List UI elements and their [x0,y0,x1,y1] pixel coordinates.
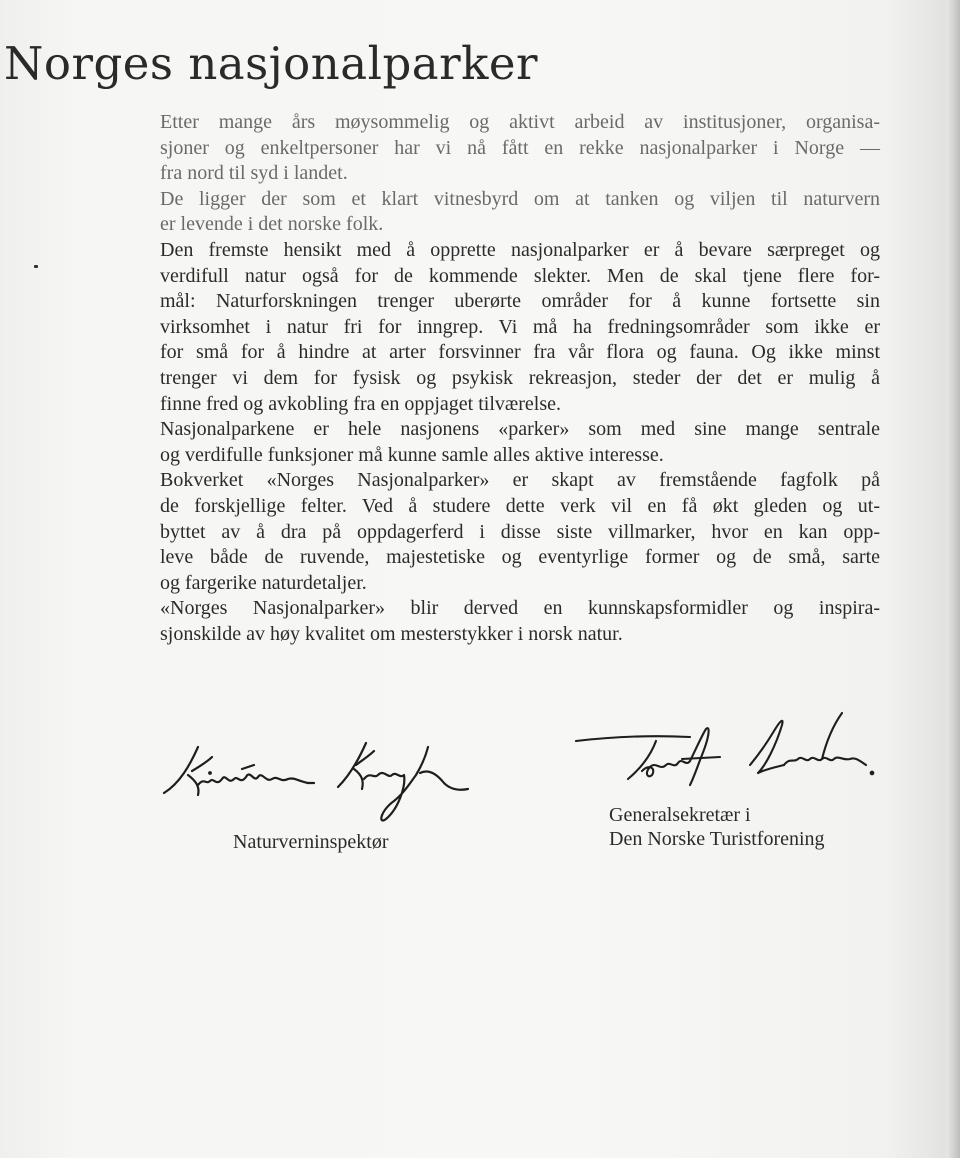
margin-mark [34,265,38,268]
body-line: mål: Naturforskningen trenger uberørte områder for å kunne fortsette sin [160,290,880,313]
body-line: de forskjellige felter. Ved å studere dette verk vil en få økt gleden og ut- [160,494,880,517]
page-title: Norges nasjonalparker [4,37,539,90]
body-line: Nasjonalparkene er hele nasjonens «parker» som med sine mange sentrale [160,418,880,441]
signature-left [158,735,488,835]
signatory-right-organization: Den Norske Turistforening [609,828,825,850]
body-text [160,110,880,647]
body-line: Bokverket «Norges Nasjonalparker» er skapt av fremstående fagfolk på [160,469,880,492]
body-line: verdifull natur også for de kommende slekter. Men de skal tjene flere for- [160,264,880,287]
body-line: virksomhet i natur fri for inngrep. Vi må ha fredningsområder som ikke er [160,315,880,338]
handwritten-signature-kirsten-krogh [158,735,488,835]
signatory-left-title: Naturverninspektør [233,831,389,853]
body-line: De ligger der som et klart vitnesbyrd om at tanken og viljen til naturvern [160,187,880,210]
body-line: og fargerike naturdetaljer. [160,571,367,594]
body-line: sjonskilde av høy kvalitet om mesterstykker i norsk natur. [160,622,623,645]
body-line: leve både de ruvende, majestetiske og eventyrlige former og de små, sarte [160,546,880,569]
page-edge-shadow [946,0,960,1158]
body-line: finne fred og avkobling fra en oppjaget tilværelse. [160,392,561,415]
signature-right [570,705,890,805]
body-line: for små for å hindre at arter forsvinner fra vår flora og fauna. Og ikke minst [160,341,880,364]
body-line: og verdifulle funksjoner må kunne samle alles aktive interesse. [160,443,664,466]
body-line: «Norges Nasjonalparker» blir derved en kunnskapsformidler og inspira- [160,597,880,620]
body-line: Etter mange års møysommelig og aktivt arbeid av institusjoner, organisa- [160,111,880,133]
body-line: trenger vi dem for fysisk og psykisk rekreasjon, steder der det er mulig å [160,366,880,389]
signatory-right-title: Generalsekretær i [609,804,751,826]
body-line: er levende i det norske folk. [160,213,384,236]
body-line: sjoner og enkeltpersoner har vi nå fått en rekke nasjonalparker i Norge — [160,136,880,159]
handwritten-signature-toralf-lyng [570,705,890,805]
body-line: Den fremste hensikt med å opprette nasjonalparker er å bevare særpreget og [160,238,880,261]
body-line: fra nord til syd i landet. [160,162,348,185]
body-line: byttet av å dra på oppdagerferd i disse siste villmarker, hvor en kan opp- [160,520,880,543]
